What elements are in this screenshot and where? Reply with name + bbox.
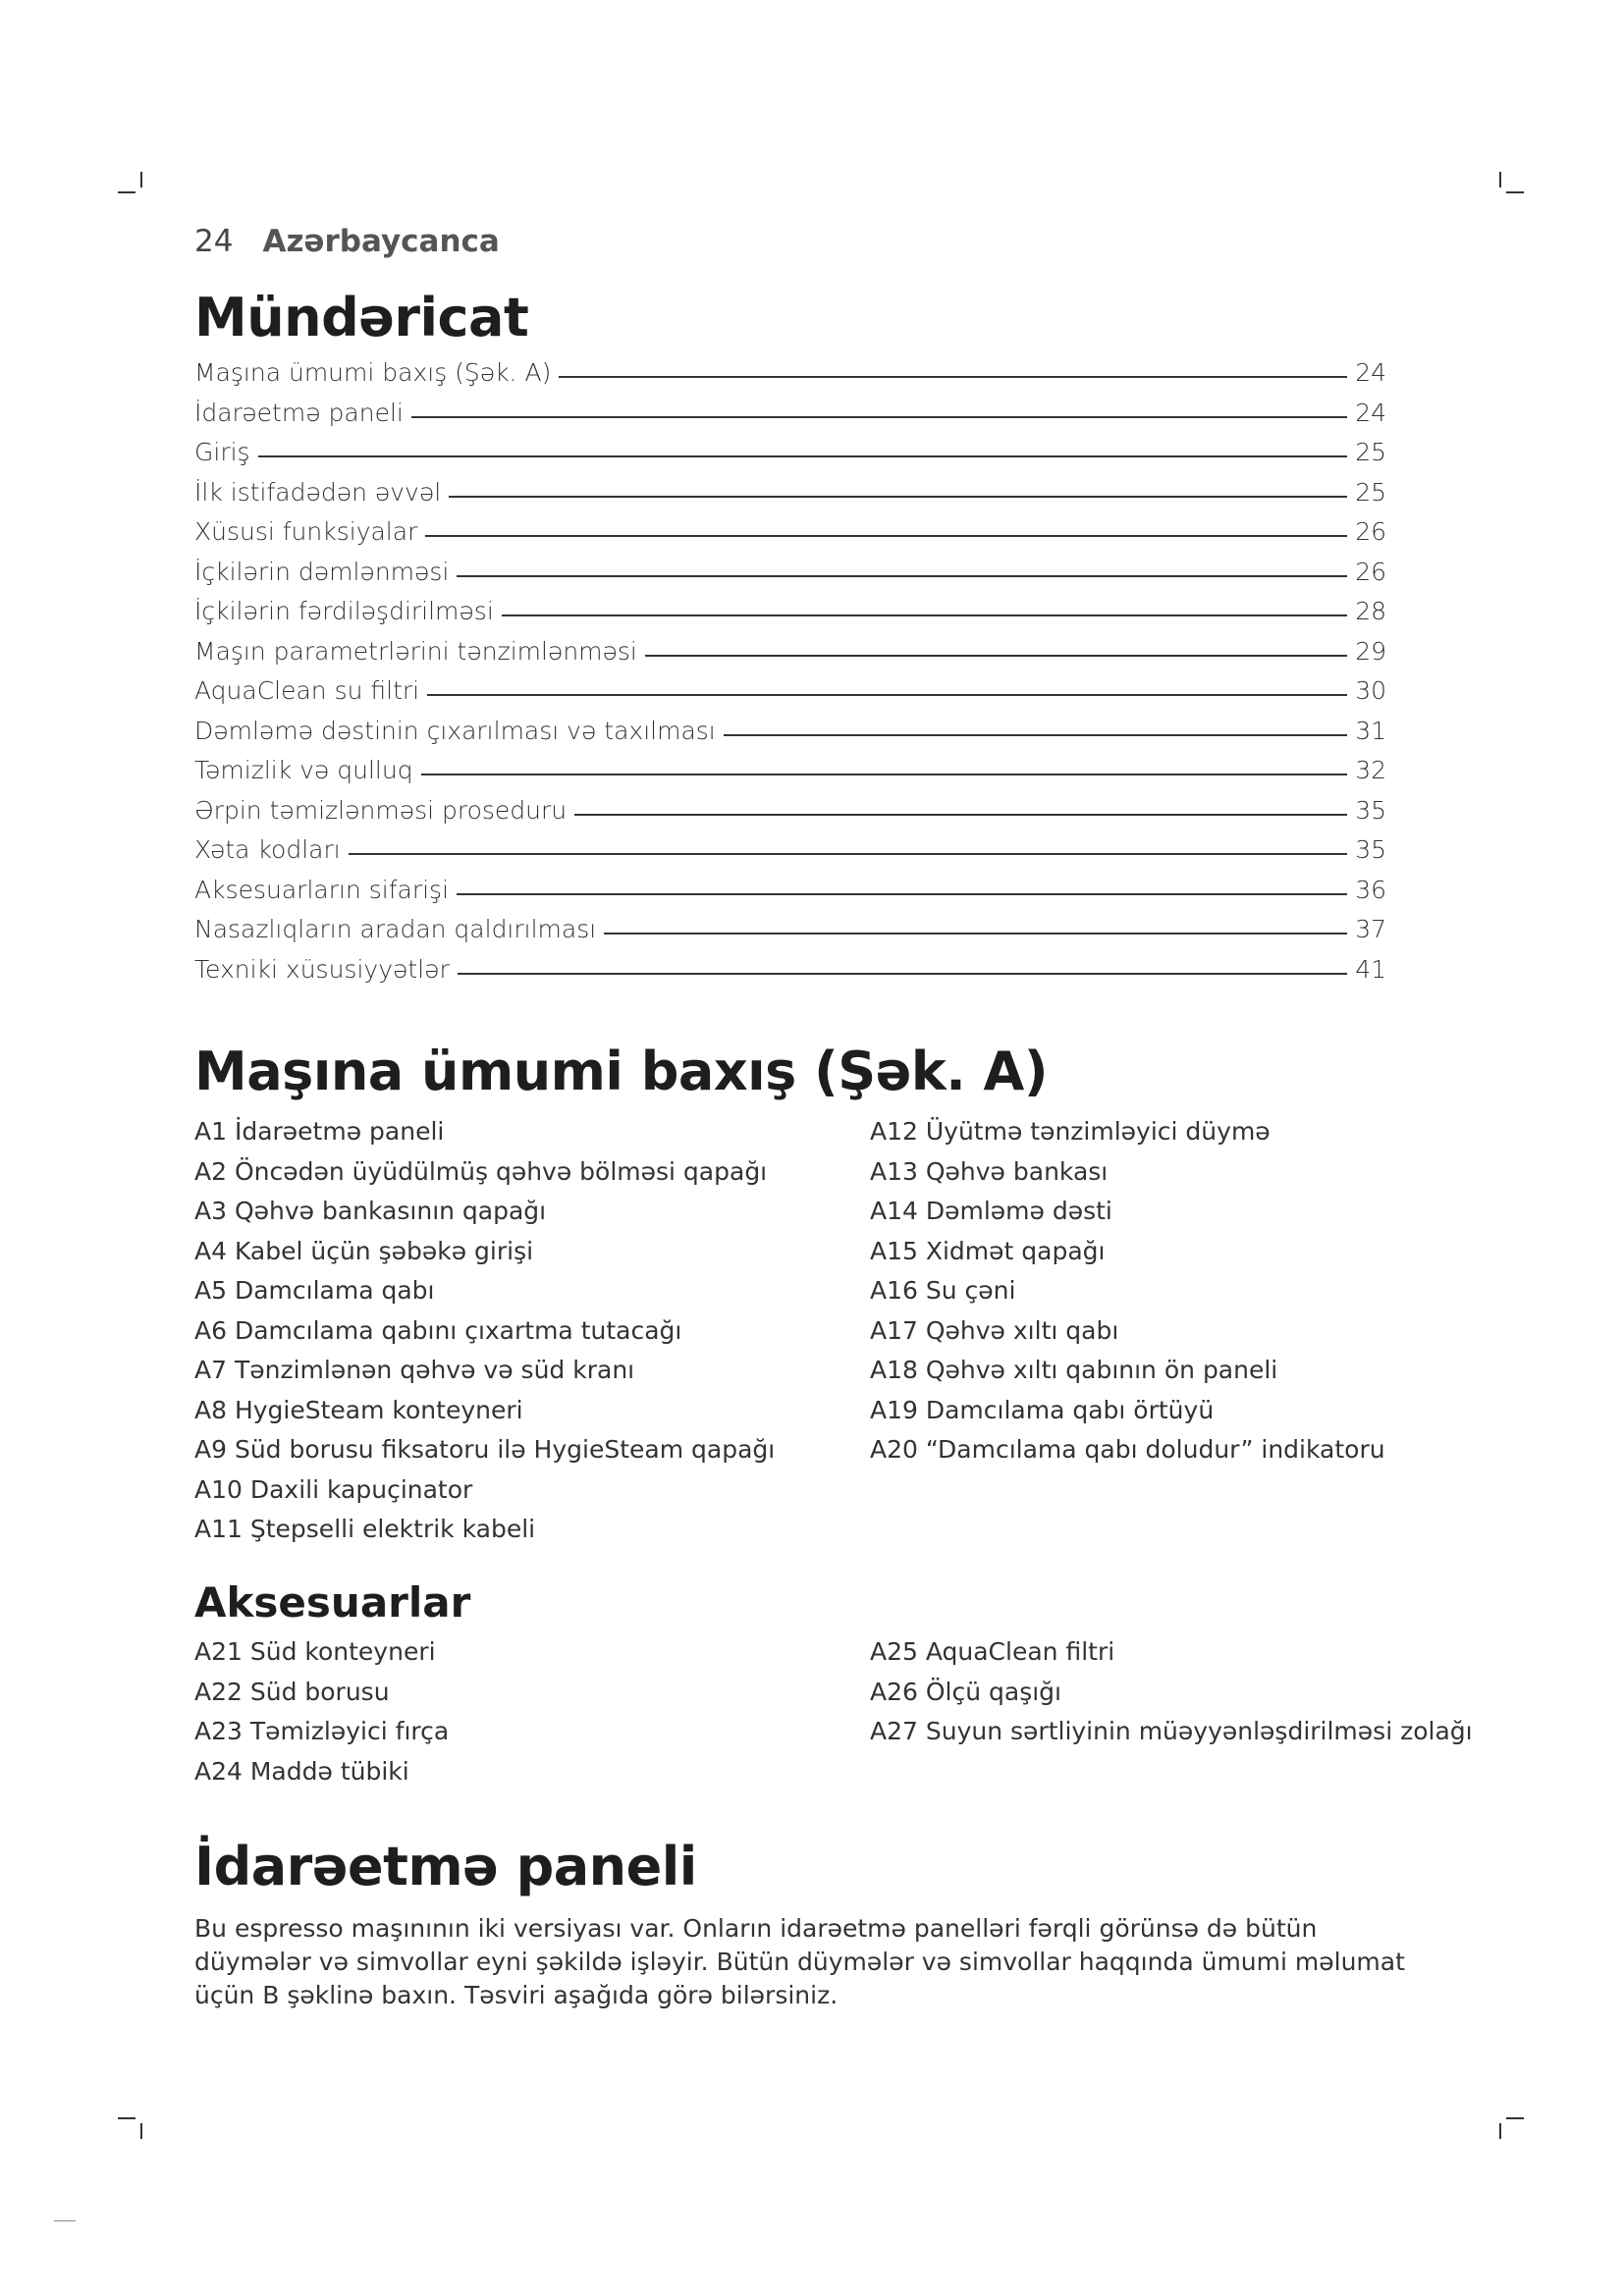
toc-entry-page: 41 xyxy=(1355,954,1386,984)
toc-entry-title: İlk istifadədən əvvəl xyxy=(194,477,442,507)
toc-entry-page: 28 xyxy=(1355,597,1386,625)
toc-entry-title: Xəta kodları xyxy=(194,835,341,864)
toc-entry[interactable] xyxy=(194,756,1386,796)
toc-entry-title: Ərpin təmizlənməsi proseduru xyxy=(194,795,568,825)
toc-leader-line xyxy=(457,575,1347,577)
crop-mark xyxy=(54,2220,76,2221)
toc-leader-line xyxy=(604,933,1347,934)
toc-title: Mündəricat xyxy=(194,287,529,348)
list-item: A25 AquaClean filtri xyxy=(870,1637,1115,1666)
crop-mark xyxy=(118,2117,135,2119)
toc-entry[interactable] xyxy=(194,399,1386,439)
list-item: A20 “Damcılama qabı doludur” indikatoru xyxy=(870,1435,1385,1464)
toc-leader-line xyxy=(421,774,1347,775)
toc-leader-line xyxy=(427,694,1347,696)
toc-entry-title: Maşına ümumi baxış (Şək. A) xyxy=(194,358,552,387)
toc-entry-page: 36 xyxy=(1355,875,1386,904)
list-item: A13 Qəhvə bankası xyxy=(870,1156,1109,1186)
toc-entry[interactable] xyxy=(194,438,1386,478)
list-item: A15 Xidmət qapağı xyxy=(870,1236,1106,1265)
toc-entry[interactable] xyxy=(194,478,1386,518)
toc-entry-page: 25 xyxy=(1355,477,1386,507)
toc-entry[interactable] xyxy=(194,955,1386,995)
list-item: A17 Qəhvə xıltı qabı xyxy=(870,1315,1119,1345)
toc-entry-title: Xüsusi funksiyalar xyxy=(194,517,418,546)
toc-entry-page: 24 xyxy=(1355,398,1386,427)
control-panel-text: Bu espresso maşınının iki versiyası var. Onların idarəetmə panelləri fərqli görünsə də bütün düymələr və simvollar eyni şəkildə işləyir. Bütün düymələr və simvollar haqqında ümumi məlumat üçün B şəklinə baxın. Təsviri aşağıda görə bilərsiniz. xyxy=(194,1914,1405,2009)
list-item: A19 Damcılama qabı örtüyü xyxy=(870,1395,1215,1424)
crop-mark xyxy=(140,172,142,187)
toc-entry-title: Maşın parametrlərini tənzimlənməsi xyxy=(194,636,637,666)
crop-mark xyxy=(1499,172,1501,187)
toc-entry-page: 26 xyxy=(1355,517,1386,546)
toc-entry[interactable] xyxy=(194,558,1386,598)
list-item: A18 Qəhvə xıltı qabının ön paneli xyxy=(870,1356,1278,1384)
list-item: A27 Suyun sərtliyinin müəyyənləşdirilməsi zolağı xyxy=(870,1717,1473,1745)
table-of-contents xyxy=(194,358,1386,994)
list-item: A7 Tənzimlənən qəhvə və süd kranı xyxy=(194,1356,635,1384)
list-item: A14 Dəmləmə dəsti xyxy=(870,1197,1112,1225)
toc-entry-title: Nasazlıqların aradan qaldırılması xyxy=(194,915,597,943)
toc-entry-title: İçkilərin fərdiləşdirilməsi xyxy=(194,597,494,625)
toc-entry[interactable] xyxy=(194,835,1386,876)
toc-leader-line xyxy=(349,853,1347,855)
toc-entry-page: 37 xyxy=(1355,915,1386,943)
list-item: A5 Damcılama qabı xyxy=(194,1276,435,1305)
toc-entry-title: İdarəetmə paneli xyxy=(194,398,404,427)
toc-entry-title: Texniki xüsusiyyətlər xyxy=(194,954,450,984)
toc-entry-page: 25 xyxy=(1355,438,1386,466)
list-item: A22 Süd borusu xyxy=(194,1677,390,1706)
list-item: A4 Kabel üçün şəbəkə girişi xyxy=(194,1236,534,1265)
toc-entry-page: 35 xyxy=(1355,795,1386,825)
toc-entry[interactable] xyxy=(194,517,1386,558)
toc-entry-title: Dəmləmə dəstinin çıxarılması və taxılması xyxy=(194,716,716,745)
toc-entry[interactable] xyxy=(194,717,1386,757)
toc-leader-line xyxy=(724,734,1347,736)
toc-leader-line xyxy=(502,614,1347,616)
list-item: A6 Damcılama qabını çıxartma tutacağı xyxy=(194,1315,682,1345)
toc-entry-page: 35 xyxy=(1355,835,1386,864)
toc-leader-line xyxy=(449,496,1347,498)
toc-entry-title: Təmizlik və qulluq xyxy=(194,756,413,784)
toc-entry-title: İçkilərin dəmlənməsi xyxy=(194,557,450,586)
crop-mark xyxy=(1499,2123,1501,2139)
list-item: A9 Süd borusu fiksatoru ilə HygieSteam qapağı xyxy=(194,1435,776,1464)
toc-leader-line xyxy=(645,655,1347,657)
toc-entry[interactable] xyxy=(194,358,1386,399)
toc-leader-line xyxy=(559,376,1347,378)
toc-leader-line xyxy=(411,416,1347,418)
toc-entry[interactable] xyxy=(194,915,1386,955)
toc-entry-page: 30 xyxy=(1355,676,1386,705)
list-item: A2 Öncədən üyüdülmüş qəhvə bölməsi qapağı xyxy=(194,1156,768,1186)
crop-mark xyxy=(118,191,135,193)
toc-leader-line xyxy=(458,973,1347,975)
list-item: A26 Ölçü qaşığı xyxy=(870,1677,1061,1706)
toc-leader-line xyxy=(574,814,1347,816)
list-item: A3 Qəhvə bankasının qapağı xyxy=(194,1197,547,1225)
toc-entry-title: AquaClean su filtri xyxy=(194,676,420,705)
list-item: A11 Ştepselli elektrik kabeli xyxy=(194,1515,536,1543)
toc-entry-page: 26 xyxy=(1355,557,1386,586)
page-number: 24 xyxy=(194,224,234,259)
toc-entry-page: 32 xyxy=(1355,756,1386,784)
list-item: A1 İdarəetmə paneli xyxy=(194,1117,445,1146)
toc-leader-line xyxy=(457,893,1347,895)
list-item: A10 Daxili kapuçinator xyxy=(194,1474,473,1504)
list-item: A24 Maddə tübiki xyxy=(194,1756,409,1786)
toc-entry[interactable] xyxy=(194,676,1386,717)
crop-mark xyxy=(1506,191,1524,193)
toc-entry-page: 31 xyxy=(1355,716,1386,745)
toc-entry-title: Aksesuarların sifarişi xyxy=(194,875,450,904)
list-item: A8 HygieSteam konteyneri xyxy=(194,1395,523,1424)
toc-entry[interactable] xyxy=(194,796,1386,836)
toc-entry[interactable] xyxy=(194,876,1386,916)
list-item: A23 Təmizləyici fırça xyxy=(194,1717,450,1745)
toc-leader-line xyxy=(425,535,1347,537)
accessories-list-left xyxy=(194,1632,449,1791)
toc-entry-page: 29 xyxy=(1355,636,1386,666)
toc-entry-page: 24 xyxy=(1355,358,1386,387)
language-label: Azərbaycanca xyxy=(262,224,500,259)
list-item: A21 Süd konteyneri xyxy=(194,1637,436,1666)
crop-mark xyxy=(1506,2117,1524,2119)
accessories-title: Aksesuarlar xyxy=(194,1578,471,1627)
overview-list-left xyxy=(194,1112,775,1550)
toc-entry-title: Giriş xyxy=(194,438,250,466)
page-header xyxy=(194,224,500,259)
list-item: A12 Üyütmə tənzimləyici düymə xyxy=(870,1117,1271,1146)
control-panel-title: İdarəetmə paneli xyxy=(194,1836,697,1897)
toc-entry[interactable] xyxy=(194,597,1386,637)
toc-leader-line xyxy=(258,455,1347,457)
overview-list-right xyxy=(870,1112,1385,1470)
accessories-list-right xyxy=(870,1632,1473,1752)
overview-title: Maşına ümumi baxış (Şək. A) xyxy=(194,1041,1049,1102)
crop-mark xyxy=(140,2123,142,2139)
toc-entry[interactable] xyxy=(194,637,1386,677)
list-item: A16 Su çəni xyxy=(870,1276,1016,1305)
